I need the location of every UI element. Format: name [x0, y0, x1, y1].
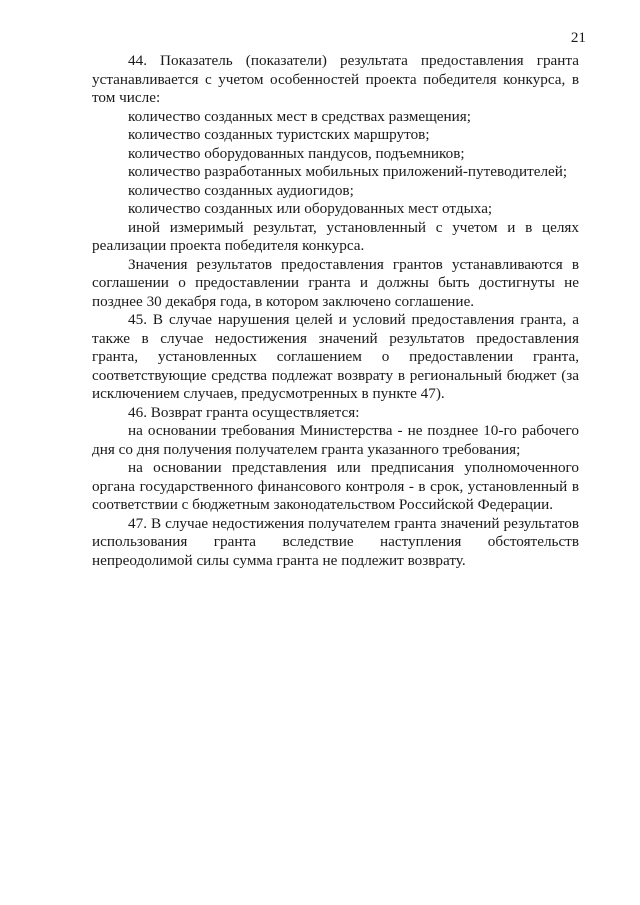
page-number: 21 [570, 29, 586, 46]
list-item-accommodation-places: количество созданных мест в средствах размещения; [128, 107, 472, 125]
list-item-other-result: иной измеримый результат, установленный с учетом и в целях реализации проекта победителя конкурса. [92, 218, 579, 254]
list-item-mobile-guide-apps: количество разработанных мобильных приложений-путеводителей; [128, 163, 568, 180]
list-item-ramps-lifts: количество оборудованных пандусов, подъемников; [128, 144, 465, 162]
paragraph-result-values: Значения результатов предоставления грантов устанавливаются в соглашении о предоставлении гранта и должны быть достигнуты не позднее 30 декабря года, в котором заключено соглашение. [92, 255, 579, 310]
paragraph-44-intro: 44. Показатель (показатели) результата предоставления гранта устанавливается с учетом особенностей проекта победителя конкурса, в том числе: [92, 52, 579, 106]
paragraph-47: 47. В случае недостижения получателем гранта значений результатов использования гранта вследствие наступления обстоятельств непреодолимой силы сумма гранта не подлежит возврату. [92, 514, 579, 569]
paragraph-45: 45. В случае нарушения целей и условий предоставления гранта, а также в случае недостижения значений результатов предоставления гранта, установленных соглашением о предоставлении гранта, соответствующие средства подлежат возврату в региональный бюджет (за исключением случаев, предусмотренных в пункте 47). [92, 311, 579, 402]
list-item-rest-places: количество созданных или оборудованных мест отдыха; [128, 200, 493, 217]
paragraph-46-ministry-requirement: на основании требования Министерства - не позднее 10-го рабочего дня со дня получения получателем гранта указанного требования; [92, 422, 579, 458]
paragraph-46: 46. Возврат гранта осуществляется: [128, 403, 360, 421]
document-body [92, 52, 579, 570]
list-item-tourist-routes: количество созданных туристских маршрутов; [128, 126, 430, 143]
list-item-audio-guides: количество созданных аудиогидов; [128, 181, 354, 199]
paragraph-46-control-body: на основании представления или предписания уполномоченного органа государственного финансового контроля - в срок, установленный в соответствии с бюджетным законодательством Российской Федерации. [92, 459, 579, 513]
